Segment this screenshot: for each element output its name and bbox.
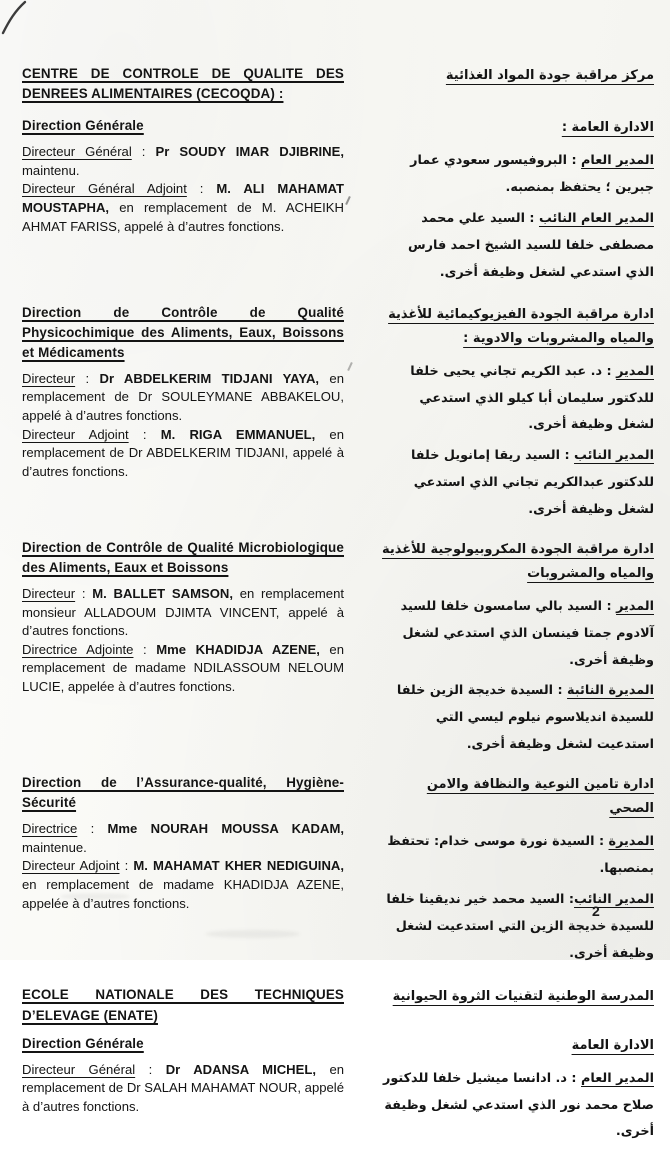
document-content: [22, 64, 654, 1160]
entries-fr: [22, 820, 344, 913]
role-label: المدير: [616, 598, 654, 614]
org-title-ar: مركز مراقبة جودة المواد الغذائية: [445, 68, 654, 83]
appointment-entry: [22, 426, 344, 482]
org-header-row-cecoqda: [22, 64, 654, 104]
person-name: M. BALLET SAMSON,: [92, 586, 233, 602]
section-heading-ar: ادارة مراقبة الجودة المكروبيولوجية للأغذية والمياه والمشروبات: [382, 541, 654, 581]
appointment-entry: [380, 443, 654, 524]
appointment-entry: [22, 180, 344, 236]
role-label: Directeur: [22, 370, 76, 386]
entry-text: : السيد محمد خير نديقينا خلفا للسيدة خديجة الزين التي استدعيت لشغل وظيفة أخرى.: [386, 891, 654, 961]
entries-fr: [22, 370, 344, 481]
section-row-microbiologique: [22, 538, 654, 759]
role-label: المدير العام: [581, 153, 654, 169]
entries-fr: [22, 143, 344, 236]
appointment-entry: [380, 206, 654, 287]
separator: :: [128, 426, 161, 442]
pen-mark-icon: [0, 0, 30, 36]
entry-text: : السيدة خديجة الزين خلفا للسيدة انديلاسوم نيلوم ليسي التي استدعيت لشغل وظيفة أخرى.: [396, 683, 654, 753]
entry-text: en remplacement de Dr SALAH MAHAMAT NOUR, appelé à d’autres fonctions.: [22, 1061, 345, 1114]
appointment-entry: [22, 1061, 344, 1117]
appointment-entry: [380, 148, 654, 202]
separator: :: [133, 641, 157, 657]
section-row-physicochimique: [22, 303, 654, 524]
separator: :: [75, 586, 93, 602]
entry-text: maintenue.: [22, 839, 87, 855]
role-label: Directeur Général Adjoint: [22, 181, 187, 197]
role-label: المديرة: [608, 834, 654, 850]
section-row-direction-generale-enate: [22, 1034, 654, 1147]
separator: :: [186, 181, 217, 197]
org-title-ar: المدرسة الوطنية لتقنيات الثروة الحيوانية: [392, 989, 654, 1005]
entry-text: : السيد بالي سامسون خلفا للسيد آلادوم جمتا فينسان الذي استدعي لشغل وظيفة أخرى.: [400, 598, 654, 668]
role-label: المديرة النائبة: [567, 683, 654, 699]
appointment-entry: [22, 641, 344, 697]
appointment-entry: [22, 143, 344, 180]
role-label: المدير النائب: [574, 891, 654, 907]
person-name: Mme NOURAH MOUSSA KADAM,: [107, 821, 344, 837]
separator: :: [131, 144, 156, 160]
role-label: Directeur Adjoint: [22, 426, 129, 442]
appointment-entry: [380, 829, 654, 883]
person-name: Pr SOUDY IMAR DJIBRINE,: [155, 144, 344, 160]
entry-text: : السيد علي محمد مصطفى خلفا للسيد الشيخ احمد فارس الذي استدعي لشغل وظيفة أخرى.: [407, 210, 654, 280]
entry-text: en remplacement de madame NDILASSOUM NELOUM LUCIE, appelée à d’autres fonctions.: [22, 641, 344, 694]
entry-text: maintenu.: [22, 162, 80, 178]
person-name: Dr ABDELKERIM TIDJANI YAYA,: [99, 370, 320, 386]
role-label: المدير العام: [581, 1070, 654, 1086]
appointment-entry: [380, 594, 654, 675]
section-heading-fr: Direction de Contrôle de Qualité Physicochimique des Aliments, Eaux, Boissons et Médicaments: [22, 304, 344, 360]
role-label: Directeur: [22, 586, 76, 602]
org-title-fr: CENTRE DE CONTROLE DE QUALITE DES DENREES ALIMENTAIRES (CECOQDA) :: [22, 66, 344, 102]
entry-text: : د. ادانسا ميشيل خلفا للدكتور صلاح محمد نور الذي استدعي لشغل وظيفة أخرى.: [383, 1070, 654, 1140]
entry-text: : البروفيسور سعودي عمار جبرين ؛ يحتفظ بمنصبه.: [410, 153, 654, 196]
separator: :: [77, 821, 108, 837]
appointment-entry: [22, 585, 344, 641]
role-label: Directrice Adjointe: [22, 641, 134, 657]
person-name: M. RIGA EMMANUEL,: [160, 426, 316, 442]
section-heading-ar: ادارة تامين النوعية والنظافة والامن الصحي: [426, 777, 654, 817]
entries-ar: [380, 1066, 654, 1147]
separator: :: [135, 1061, 166, 1077]
appointment-entry: [380, 359, 654, 440]
appointment-entry: [22, 370, 344, 426]
appointment-entry: [380, 678, 654, 759]
entry-text: : د. عبد الكريم تجاني يحيى خلفا للدكتور سليمان أبا كيلو الذي استدعي لشغل وظيفة أخرى.: [410, 363, 654, 433]
entry-text: en remplacement de madame KHADIDJA AZENE, appelée à d’autres fonctions.: [22, 877, 344, 911]
entries-ar: [380, 359, 654, 524]
entries-ar: [380, 148, 654, 286]
person-name: M. ALI MAHAMAT MOUSTAPHA,: [22, 181, 344, 216]
role-label: المدير: [616, 363, 654, 379]
entries-ar: [380, 829, 654, 967]
person-name: M. MAHAMAT KHER NEDIGUINA,: [133, 858, 344, 874]
entries-fr: [22, 1061, 344, 1117]
section-heading-ar: ادارة مراقبة الجودة الفيزيوكيمائية للأغذية والمياه والمشروبات والادوية :: [388, 306, 654, 346]
appointment-entry: [22, 820, 344, 857]
section-heading-fr: Direction de Contrôle de Qualité Microbiologique des Aliments, Eaux et Boissons: [22, 539, 344, 575]
role-label: Directeur Général: [22, 1061, 136, 1077]
section-heading-ar: الادارة العامة: [571, 1037, 654, 1053]
role-label: Directeur Adjoint: [22, 858, 120, 874]
entries-fr: [22, 585, 344, 696]
section-row-assurance-qualite: [22, 773, 654, 967]
appointment-entry: [22, 857, 344, 913]
role-label: المدير العام النائب: [538, 210, 654, 226]
entry-text: en remplacement de M. ACHEIKH AHMAT FARISS, appelé à d’autres fonctions.: [22, 200, 344, 234]
entry-text: : السيد ريقا إمانويل خلفا للدكتور عبدالكريم تجاني الذي استدعي لشغل وظيفة أخرى.: [410, 448, 654, 517]
entry-text: : السيدة نورة موسى خدام: تحتفظ بمنصبها.: [387, 834, 654, 877]
appointment-entry: [380, 1066, 654, 1147]
section-heading-fr: Direction Générale: [22, 1035, 144, 1051]
section-row-direction-generale: [22, 116, 654, 286]
separator: :: [119, 858, 134, 874]
org-title-fr: ECOLE NATIONALE DES TECHNIQUES D’ELEVAGE (ENATE): [22, 987, 344, 1023]
appointment-entry: [380, 887, 654, 968]
role-label: Directeur Général: [22, 144, 132, 160]
org-header-row-enate: [22, 985, 654, 1025]
entry-text: en remplacement de Dr ABDELKERIM TIDJANI, appelé à d’autres fonctions.: [22, 426, 344, 479]
section-heading-ar: الادارة العامة :: [561, 120, 654, 136]
role-label: Directrice: [22, 821, 78, 837]
entry-text: en remplacement de Dr SOULEYMANE ABBAKELOU, appelé à d’autres fonctions.: [22, 370, 344, 424]
page-number: 2: [592, 903, 600, 919]
entries-ar: [380, 594, 654, 759]
person-name: Dr ADANSA MICHEL,: [165, 1061, 316, 1077]
entry-text: en remplacement monsieur ALLADOUM DJIMTA VINCENT, appelé à d’autres fonctions.: [22, 586, 344, 639]
separator: :: [75, 370, 100, 386]
person-name: Mme KHADIDJA AZENE,: [156, 641, 320, 657]
role-label: المدير النائب: [574, 448, 654, 464]
section-heading-fr: Direction de l’Assurance-qualité, Hygiène-Sécurité: [22, 775, 344, 811]
section-heading-fr: Direction Générale: [22, 118, 144, 134]
